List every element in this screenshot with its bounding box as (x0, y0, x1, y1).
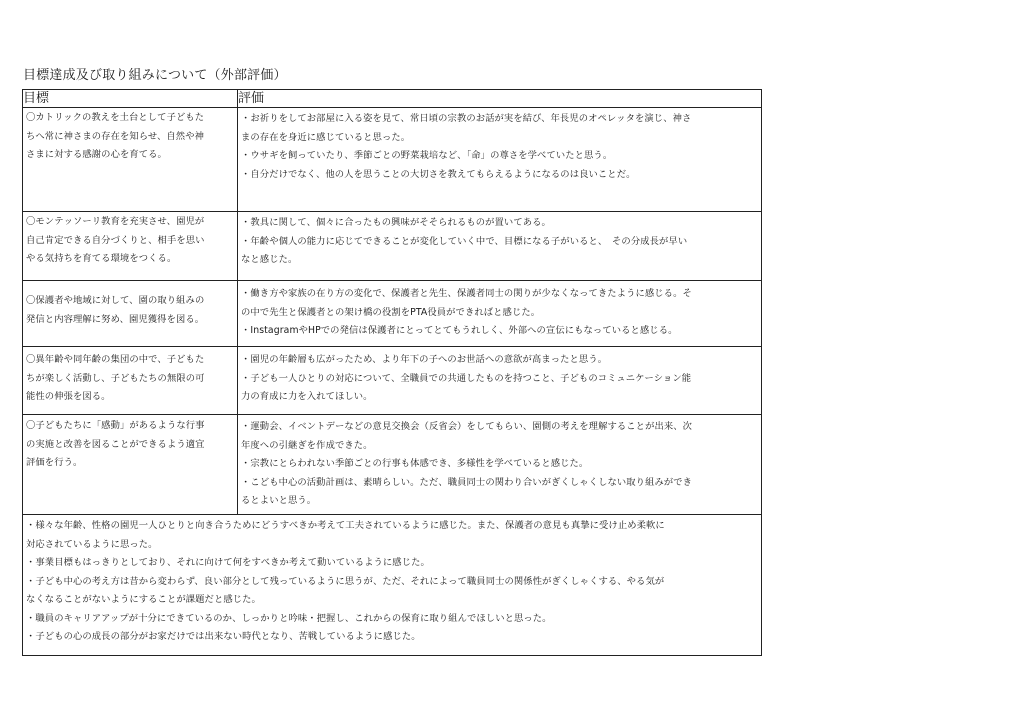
evaluation-line: ・InstagramやHPでの発信は保護者にとってとてもうれしく、外部への宣伝にもなっていると感じる。 (241, 325, 678, 336)
summary-line: ・事業目標もはっきりとしており、それに向けて何をすべきか考えて動いているように感じた。 (26, 557, 430, 568)
evaluation-cell (238, 415, 762, 515)
goal-line: 評価を行う。 (26, 457, 83, 468)
goal-line: 〇子どもたちに「感動」があるような行事 (26, 420, 205, 431)
goal-line: 〇異年齢や同年齢の集団の中で、子どもた (26, 354, 205, 365)
evaluation-line: ・教具に関して、個々に合ったもの興味がそそられるものが置いてある。 (241, 217, 551, 228)
evaluation-line: ・ウサギを飼っていたり、季節ごとの野菜栽培など、「命」の尊さを学べていたと思う。 (241, 150, 613, 161)
header-goal: 目標 (23, 90, 238, 108)
evaluation-line: ・運動会、イベントデーなどの意見交換会（反省会）をしてもらい、園側の考えを理解することが出来、次 (241, 421, 693, 432)
evaluation-line: 力の育成に力を入れてほしい。 (241, 391, 373, 402)
evaluation-line: ・宗教にとらわれない季節ごとの行事も体感でき、多様性を学べていると感じた。 (241, 458, 589, 469)
goal-line: やる気持ちを育てる環境をつくる。 (26, 253, 177, 264)
goal-line: 能性の伸張を図る。 (26, 391, 111, 402)
goal-line: 発信と内容理解に努め、園児獲得を図る。 (26, 313, 205, 325)
summary-row (23, 515, 762, 656)
summary-line: 対応されているように思った。 (26, 538, 158, 550)
goal-line: さまに対する感謝の心を育てる。 (26, 149, 167, 160)
summary-line: ・子ども中心の考え方は昔から変わらず、良い部分として残っているように思うが、ただ、それによって職員同士の関係性がぎくしゃくする、やる気が (26, 575, 665, 587)
table-row (23, 415, 762, 515)
evaluation-line: ・こども中心の活動計画は、素晴らしい。ただ、職員同士の関わり合いがぎくしゃくしない取り組みができ (241, 476, 693, 488)
goal-line: ちへ常に神さまの存在を知らせ、自然や神 (26, 130, 204, 142)
evaluation-line: るとよいと思う。 (241, 495, 317, 506)
summary-line: ・子どもの心の成長の部分がお家だけでは出来ない時代となり、苦戦しているように感じた。 (26, 631, 421, 642)
summary-line: ・職員のキャリアアップが十分にできているのか、しっかりと吟味・把握し、これからの保育に取り組んでほしいと思った。 (26, 612, 552, 624)
evaluation-line: ・お祈りをしてお部屋に入る姿を見て、常日頃の宗教のお話が実を結び、年長児のオペレッタを演じ、神さ (241, 113, 692, 124)
evaluation-line: まの存在を身近に感じていると思った。 (241, 131, 411, 143)
table-row (23, 108, 762, 212)
summary-line: ・様々な年齢、性格の園児一人ひとりと向き合うためにどうすべきか考えて工夫されているように感じた。また、保護者の意見も真摯に受け止め柔軟に (26, 520, 665, 531)
table-row (23, 281, 762, 347)
goal-cell (23, 281, 238, 347)
summary-cell (23, 515, 762, 656)
goal-line: の実施と改善を図ることができるよう適宜 (26, 438, 205, 450)
evaluation-line: ・園児の年齢層も広がったため、より年下の子へのお世話への意欲が高まったと思う。 (241, 354, 608, 365)
goal-line: 〇モンテッソーリ教育を充実させ、園児が (26, 216, 205, 227)
evaluation-line: ・働き方や家族の在り方の変化で、保護者と先生、保護者同士の関りが少なくなってきたように感じる。そ (241, 288, 692, 299)
evaluation-line: なと感じた。 (241, 254, 298, 265)
goal-cell (23, 415, 238, 515)
goal-cell (23, 108, 238, 212)
summary-line: なくなることがないようにすることが課題だと感じた。 (26, 594, 261, 605)
evaluation-line: 年度への引継ぎを作成できた。 (241, 439, 373, 451)
table-header-row (23, 90, 762, 108)
document-title: 目標達成及び取り組みについて（外部評価） (23, 68, 287, 83)
evaluation-cell (238, 212, 762, 281)
goal-line: 自己肯定できる自分づくりと、相手を思い (26, 234, 205, 246)
evaluation-cell (238, 281, 762, 347)
evaluation-cell (238, 108, 762, 212)
evaluation-table (22, 89, 762, 656)
goal-cell (23, 212, 238, 281)
goal-line: 〇カトリックの教えを土台として子どもた (26, 112, 205, 123)
evaluation-line: の中で先生と保護者との架け橋の役割をPTA役員ができればと感じた。 (241, 306, 541, 318)
table-row (23, 212, 762, 281)
evaluation-cell (238, 347, 762, 415)
table-row (23, 347, 762, 415)
header-evaluation: 評価 (238, 90, 762, 108)
goal-line: 〇保護者や地域に対して、園の取り組みの (26, 295, 205, 306)
evaluation-line: ・子ども一人ひとりの対応について、全職員での共通したものを持つこと、子どものコミュニケーション能 (241, 372, 692, 384)
evaluation-line: ・年齢や個人の能力に応じてできることが変化していく中で、目標になる子がいると、 その分成長が早い (241, 235, 688, 247)
evaluation-line: ・自分だけでなく、他の人を思うことの大切さを教えてもらえるようになるのは良いことだ。 (241, 168, 636, 180)
goal-line: ちが楽しく活動し、子どもたちの無限の可 (26, 372, 205, 384)
goal-cell (23, 347, 238, 415)
